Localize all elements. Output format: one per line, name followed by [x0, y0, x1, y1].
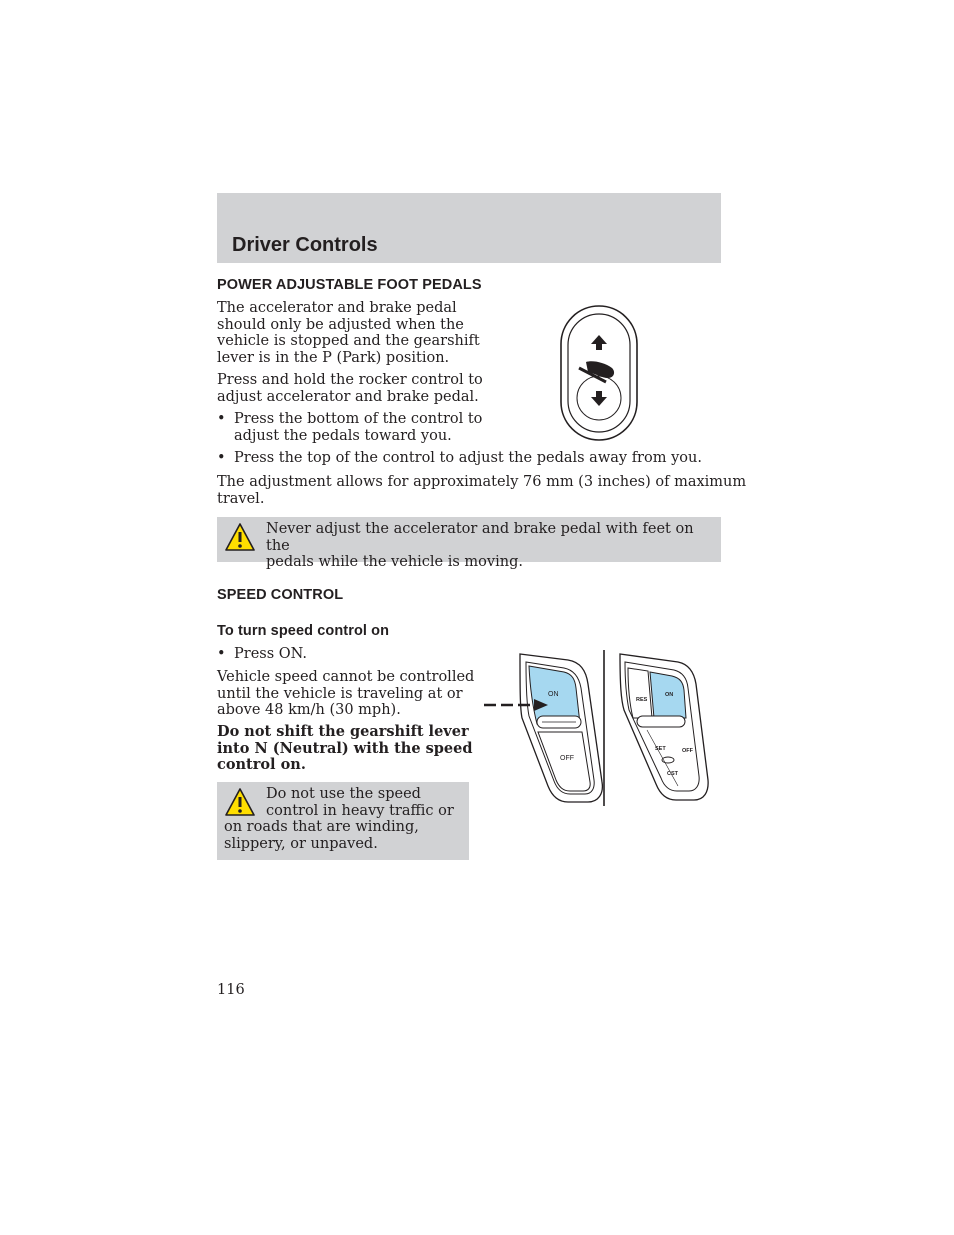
right-speed-switch	[620, 654, 708, 800]
speed-paragraph-bold: Do not shift the gearshift lever into N (Neutral) with the speed control on.	[217, 723, 473, 773]
pedals-warning-box	[217, 517, 721, 570]
speed-bullet-1: • Press ON.	[217, 646, 308, 662]
right-set-label: SET	[655, 746, 666, 752]
pedals-bullet-2: • Press the top of the control to adjust the pedals away from you.	[217, 450, 702, 466]
speed-control-switch-illustration	[480, 648, 720, 808]
speed-heading: SPEED CONTROL	[217, 587, 344, 603]
speed-warning-text-top: Do not use the speed control in heavy traffic or	[266, 786, 454, 819]
left-off-label: OFF	[560, 755, 574, 762]
right-off-label: OFF	[682, 748, 693, 754]
speed-subheading: To turn speed control on	[217, 623, 390, 639]
pedals-warning-text: Never adjust the accelerator and brake pedal with feet on the pedals while the vehicle is moving.	[266, 521, 694, 570]
speed-warning-box	[217, 782, 469, 860]
pedals-bullet-1: • Press the bottom of the control to adjust the pedals toward you.	[217, 411, 483, 444]
left-on-label: ON	[548, 691, 559, 698]
left-speed-switch	[520, 654, 602, 802]
right-on-label: ON	[665, 692, 674, 698]
speed-warning-text-bottom: on roads that are winding, slippery, or unpaved.	[224, 819, 419, 852]
warning-triangle-icon	[224, 787, 256, 817]
speed-paragraph-1: Vehicle speed cannot be controlled until the vehicle is traveling at or above 48 km/h (30 mph).	[217, 669, 475, 718]
pedals-heading: POWER ADJUSTABLE FOOT PEDALS	[217, 277, 482, 293]
section-title: Driver Controls	[232, 234, 378, 256]
right-res-label: RES	[636, 697, 648, 703]
warning-triangle-icon	[224, 522, 256, 552]
right-cst-label: CST	[667, 771, 678, 777]
pedals-paragraph-2: Press and hold the rocker control to adjust accelerator and brake pedal.	[217, 372, 483, 405]
section-header-band	[217, 193, 721, 263]
page-number: 116	[217, 982, 245, 998]
pedal-rocker-control-illustration	[556, 302, 642, 444]
pedals-paragraph-1: The accelerator and brake pedal should only be adjusted when the vehicle is stopped and the gearshift lever is in the P (Park) position.	[217, 300, 480, 366]
pedals-paragraph-3: The adjustment allows for approximately 76 mm (3 inches) of maximum travel.	[217, 474, 747, 507]
